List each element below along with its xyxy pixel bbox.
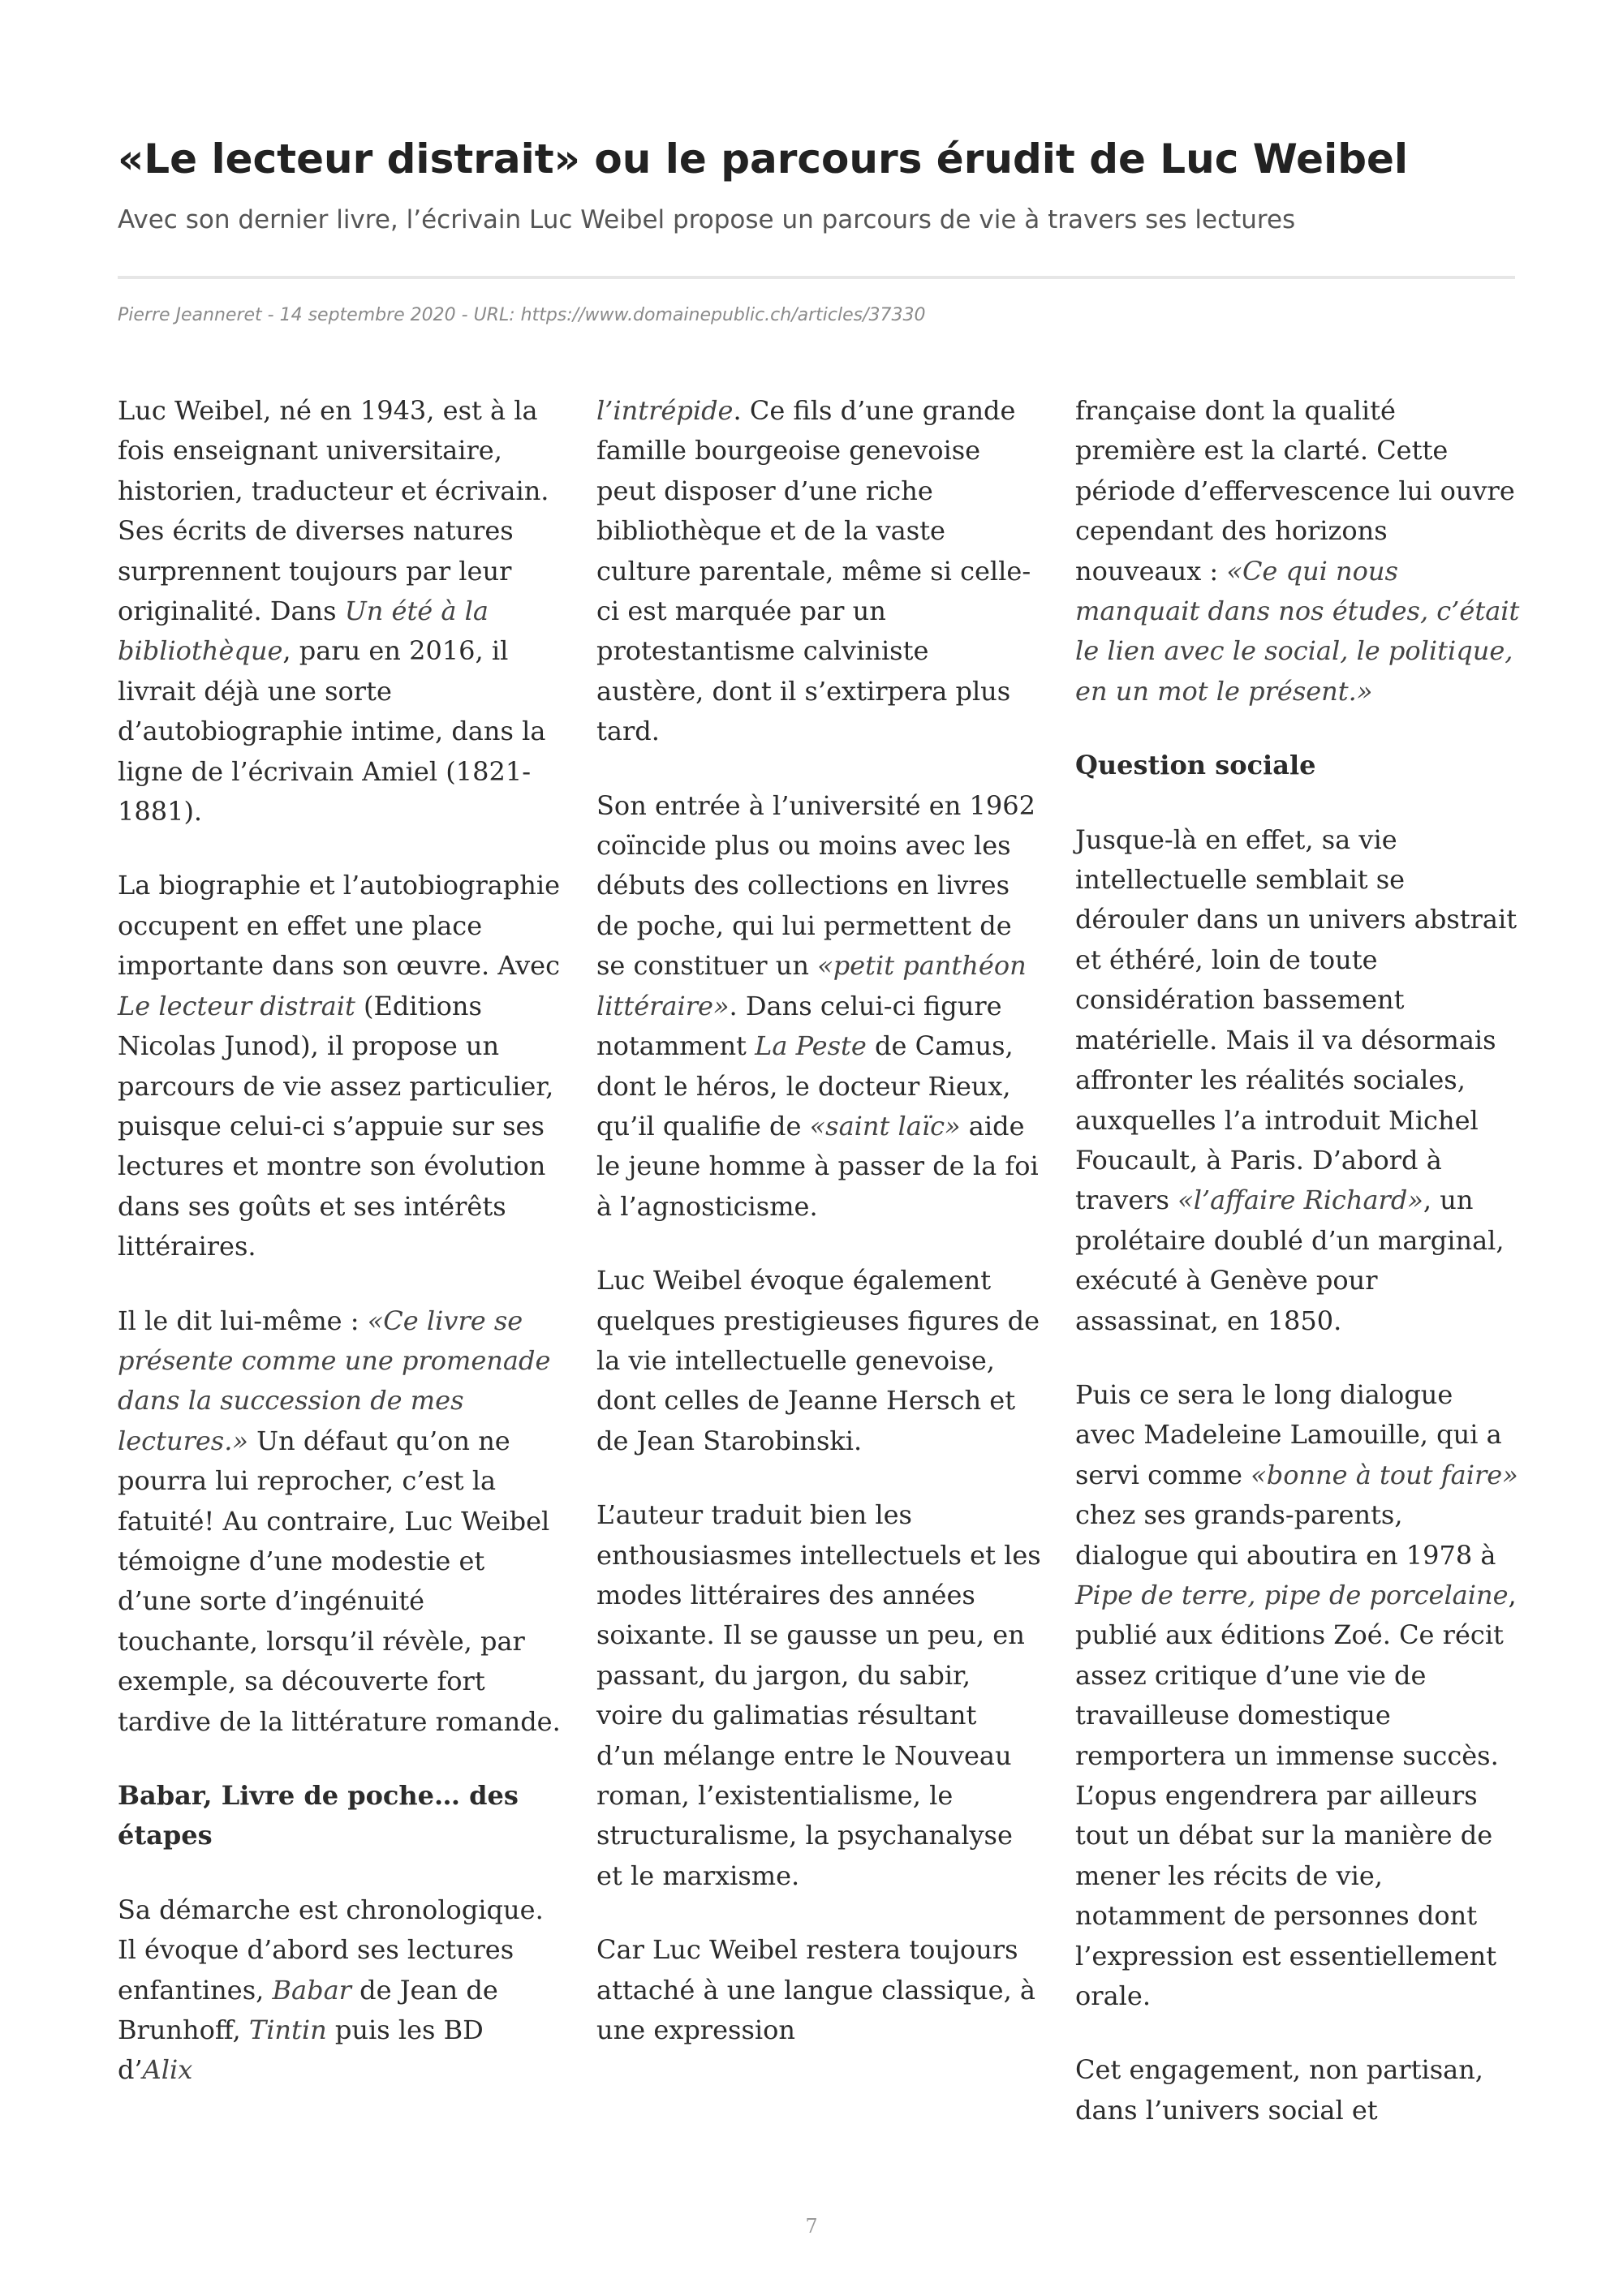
paragraph: Son entrée à l’université en 1962 coïncide plus ou moins avec les débuts des collections en livres de poche, qui lui permettent de se constituer un «petit panthéon littéraire». Dans celui-ci figure notamment La Peste de Camus, dont le héros, le docteur Rieux, qu’il qualifie de «saint laïc» aide le jeune homme à passer de la foi à l’agnosticisme. (596, 789, 1039, 1222)
paragraph: L’auteur traduit bien les enthousiasmes intellectuels et les modes littéraires des années soixante. Il se gausse un peu, en passant, du jargon, du sabir, voire du galimatias résultant d’un mélange entre le Nouveau roman, l’existentialisme, le structuralisme, la psychanalyse et le marxisme. (596, 1499, 1041, 1891)
article-meta: Pierre Jeanneret - 14 septembre 2020 - URL: https://www.domainepublic.ch/articles/37330 (118, 305, 926, 325)
article-title: «Le lecteur distrait» ou le parcours érudit de Luc Weibel (118, 135, 1409, 183)
paragraph: La biographie et l’autobiographie occupent en effet une place importante dans son œuvre. Avec Le lecteur distrait (Editions Nicolas Junod), il propose un parcours de vie assez particulier, puisque celui-ci s’appuie sur ses lectures et montre son évolution dans ses goûts et ses intérêts littéraires. (118, 870, 561, 1262)
paragraph: Il le dit lui-même : «Ce livre se présente comme une promenade dans la succession de mes lectures.» Un défaut qu’on ne pourra lui reprocher, c’est la fatuité! Au contraire, Luc Weibel témoigne d’une modestie et d’une sorte d’ingénuité touchante, lorsqu’il révèle, par exemple, sa découverte fort tardive de la littérature romande. (118, 1305, 561, 1737)
paragraph: française dont la qualité première est la clarté. Cette période d’effervescence lui ouvre cependant des horizons nouveaux : «Ce qui nous manquait dans nos études, c’était le lien avec le social, le politique, en un mot le présent.» (1075, 395, 1520, 707)
text-column-3 (1075, 391, 1520, 2130)
paragraph: Jusque-là en effet, sa vie intellectuelle semblait se dérouler dans un univers abstrait et éthéré, loin de toute considération bassement matérielle. Mais il va désormais affronter les réalités sociales, auxquelles l’a introduit Michel Foucault, à Paris. D’abord à travers «l’affaire Richard», un prolétaire doublé d’un marginal, exécuté à Genève pour assassinat, en 1850. (1075, 823, 1518, 1336)
section-heading: Question sociale (1075, 750, 1316, 781)
paragraph: l’intrépide. Ce fils d’une grande famille bourgeoise genevoise peut disposer d’une riche bibliothèque et de la vaste culture parentale, même si celle-ci est marquée par un protestantisme calviniste austère, dont il s’extirpera plus tard. (596, 395, 1031, 747)
text-column-2 (596, 391, 1041, 2050)
section-heading: Babar, Livre de poche… des étapes (118, 1780, 519, 1851)
page-number: 7 (805, 2215, 818, 2238)
text-column-1 (118, 391, 562, 2091)
paragraph: Sa démarche est chronologique. Il évoque d’abord ses lectures enfantines, Babar de Jean de Brunhoff, Tintin puis les BD d’Alix (118, 1894, 544, 2086)
header-divider (118, 276, 1515, 279)
paragraph: Luc Weibel, né en 1943, est à la fois enseignant universitaire, historien, traducteur et écrivain. Ses écrits de diverses natures surprennent toujours par leur originalité. Dans Un été à la bibliothèque, paru en 2016, il livrait déjà une sorte d’autobiographie intime, dans la ligne de l’écrivain Amiel (1821-1881). (118, 395, 549, 828)
paragraph: Cet engagement, non partisan, dans l’univers social et (1075, 2054, 1483, 2126)
paragraph: Puis ce sera le long dialogue avec Madeleine Lamouille, qui a servi comme «bonne à tout faire» chez ses grands-parents, dialogue qui aboutira en 1978 à Pipe de terre, pipe de porcelaine, publié aux éditions Zoé. Ce récit assez critique d’une vie de travailleuse domestique remportera un immense succès. L’opus engendrera par ailleurs tout un débat sur la manière de mener les récits de vie, notamment de personnes dont l’expression est essentiellement orale. (1075, 1378, 1518, 2012)
paragraph: Car Luc Weibel restera toujours attaché à une langue classique, à une expression (596, 1934, 1035, 2046)
paragraph: Luc Weibel évoque également quelques prestigieuses figures de la vie intellectuelle genevoise, dont celles de Jeanne Hersch et de Jean Starobinski. (596, 1265, 1040, 1456)
article-subtitle: Avec son dernier livre, l’écrivain Luc Weibel propose un parcours de vie à travers ses lectures (118, 205, 1296, 234)
